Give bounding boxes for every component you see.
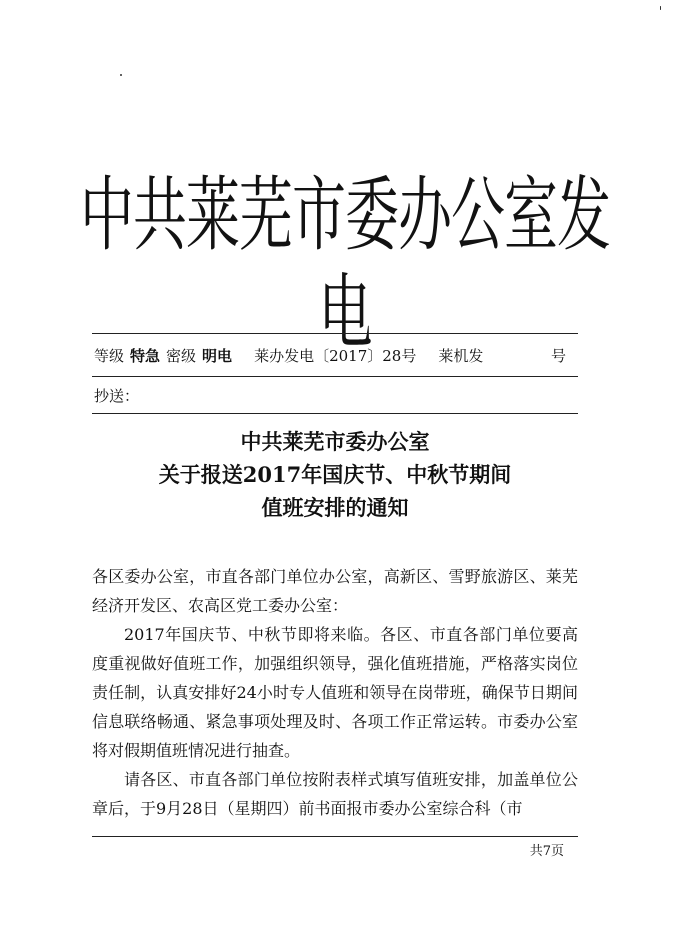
- secrecy-value: 明电: [202, 347, 233, 365]
- title-line-3: 值班安排的通知: [261, 495, 409, 520]
- addressee: 各区委办公室，市直各部门单位办公室，高新区、雪野旅游区、莱芜经济开发区、农高区党工委办公室：: [92, 567, 578, 615]
- secrecy-label: 密级: [166, 347, 197, 365]
- divider-line: [92, 413, 578, 414]
- grade-value: 特急: [130, 347, 161, 365]
- scan-speck: [120, 74, 122, 76]
- body-paragraph: 2017年国庆节、中秋节即将来临。各区、市直各部门单位要高度重视做好值班工作，加强组织领导，强化值班措施，严格落实岗位责任制，认真安排好24小时专人值班和领导在岗带班，确保节日期间信息联络畅通、紧急事项处理及时、各项工作正常运转。市委办公室将对假期值班情况进行抽查。: [92, 625, 578, 760]
- document-number: 莱办发电〔2017〕28号: [254, 347, 417, 365]
- title-line-1: 中共莱芜市委办公室: [240, 429, 430, 454]
- document-title: [92, 425, 578, 524]
- machine-number-label: 莱机发: [438, 347, 484, 365]
- body-paragraph: 请各区、市直各部门单位按附表样式填写值班安排，加盖单位公章后，于9月28日（星期四）前书面报市委办公室综合科（市: [92, 770, 578, 818]
- divider-line: [92, 333, 578, 334]
- grade-label: 等级: [94, 347, 125, 365]
- cc-label: 抄送：: [94, 387, 140, 405]
- divider-line: [92, 376, 578, 377]
- footer-divider-line: [92, 836, 578, 837]
- document-body: [92, 562, 578, 823]
- title-line-2: 关于报送2017年国庆节、中秋节期间: [158, 462, 512, 487]
- total-pages: 共7页: [529, 844, 564, 859]
- document-meta-row: [94, 344, 578, 368]
- scan-speck: [660, 6, 661, 10]
- masthead-title: 中共莱芜市委办公室发电: [80, 168, 610, 360]
- number-suffix: 号: [550, 347, 566, 365]
